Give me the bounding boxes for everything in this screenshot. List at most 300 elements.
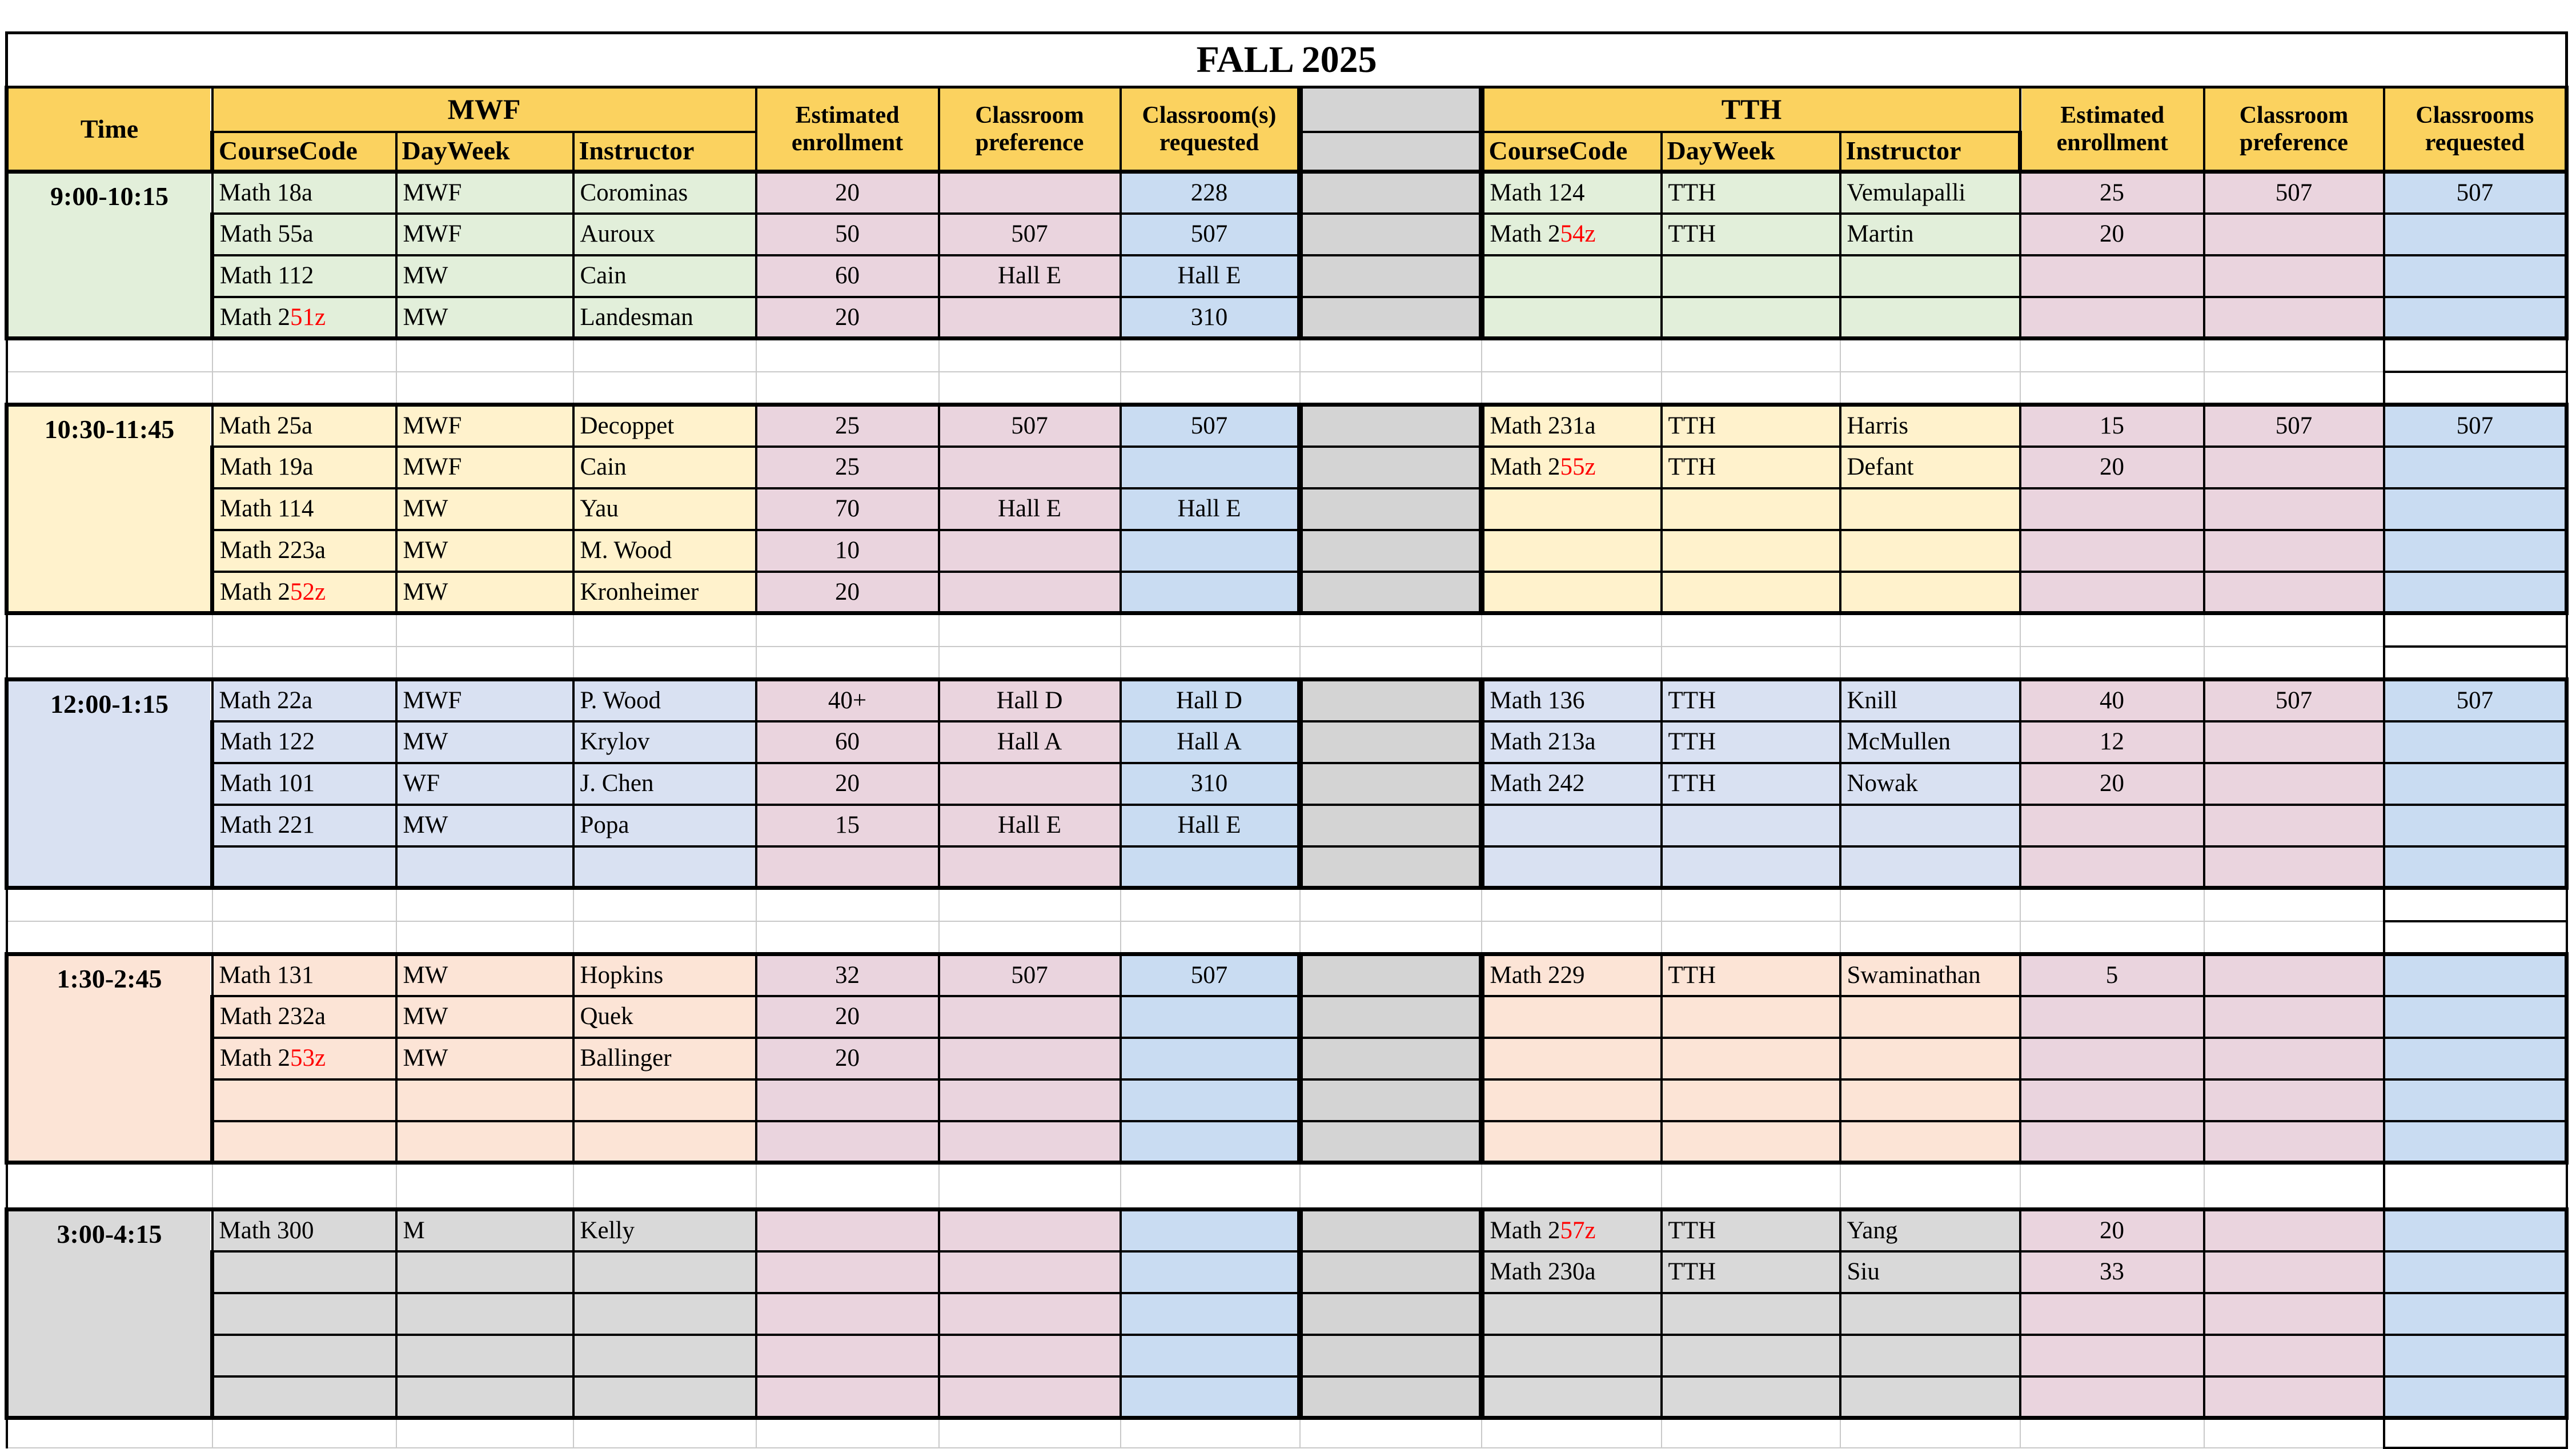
gap-cell[interactable]	[1840, 921, 2020, 954]
classroom-preference-cell[interactable]: 507	[939, 954, 1121, 996]
gap-cell[interactable]	[212, 888, 396, 921]
gap-cell[interactable]	[756, 921, 939, 954]
course-code-cell[interactable]	[1482, 297, 1662, 339]
gap-cell[interactable]	[2204, 613, 2384, 647]
classroom-requested-cell[interactable]: Hall E	[1121, 255, 1300, 297]
classroom-preference-cell[interactable]	[2204, 996, 2384, 1038]
instructor-cell[interactable]: Krylov	[573, 721, 756, 763]
day-week-cell[interactable]	[1662, 1376, 1840, 1418]
enrollment-cell[interactable]: 10	[756, 530, 939, 572]
day-week-cell[interactable]: WF	[396, 763, 573, 805]
day-week-cell[interactable]: TTH	[1662, 172, 1840, 214]
enrollment-cell[interactable]	[756, 1121, 939, 1163]
gap-cell[interactable]	[7, 647, 212, 680]
enrollment-cell[interactable]	[2020, 805, 2204, 846]
classroom-preference-cell[interactable]	[939, 572, 1121, 613]
header-instructor-right[interactable]: Instructor	[1840, 132, 2020, 172]
course-code-cell[interactable]	[1482, 805, 1662, 846]
classroom-preference-cell[interactable]	[939, 1038, 1121, 1079]
gap-cell[interactable]	[1662, 1418, 1840, 1448]
gap-cell[interactable]	[212, 1163, 396, 1210]
enrollment-cell[interactable]: 20	[2020, 447, 2204, 488]
classroom-preference-cell[interactable]: 507	[939, 405, 1121, 447]
classroom-requested-cell[interactable]	[2384, 954, 2567, 996]
header-time[interactable]: Time	[7, 87, 212, 172]
day-week-cell[interactable]: TTH	[1662, 954, 1840, 996]
instructor-cell[interactable]	[573, 1293, 756, 1335]
enrollment-cell[interactable]: 20	[2020, 763, 2204, 805]
course-code-cell[interactable]	[212, 805, 396, 846]
enrollment-cell[interactable]: 20	[756, 297, 939, 339]
classroom-requested-cell[interactable]: 310	[1121, 297, 1300, 339]
day-week-cell[interactable]	[396, 846, 573, 888]
gap-cell[interactable]	[2204, 339, 2384, 372]
classroom-requested-cell[interactable]	[2384, 805, 2567, 846]
gap-cell[interactable]	[1482, 339, 1662, 372]
gap-cell[interactable]	[1121, 921, 1300, 954]
day-week-cell[interactable]: MW	[396, 1038, 573, 1079]
instructor-cell[interactable]: Yau	[573, 488, 756, 530]
time-slot-cell[interactable]: 10:30-11:45	[7, 405, 212, 613]
classroom-requested-cell[interactable]	[1121, 1335, 1300, 1376]
classroom-requested-cell[interactable]	[2384, 1251, 2567, 1293]
instructor-cell[interactable]: P. Wood	[573, 680, 756, 721]
enrollment-cell[interactable]: 25	[2020, 172, 2204, 214]
course-code-cell[interactable]	[212, 1210, 396, 1251]
gap-cell[interactable]	[939, 1163, 1121, 1210]
gap-cell[interactable]	[573, 921, 756, 954]
course-code-cell[interactable]	[1482, 721, 1662, 763]
enrollment-cell[interactable]	[2020, 1079, 2204, 1121]
gap-cell[interactable]	[1482, 1163, 1662, 1210]
course-code-cell[interactable]	[212, 1376, 396, 1418]
gap-cell[interactable]	[1121, 339, 1300, 372]
instructor-cell[interactable]	[573, 1121, 756, 1163]
gap-cell[interactable]	[2384, 339, 2567, 372]
enrollment-cell[interactable]	[2020, 572, 2204, 613]
enrollment-cell[interactable]	[756, 1335, 939, 1376]
day-week-cell[interactable]: TTH	[1662, 447, 1840, 488]
course-code-cell[interactable]	[212, 1293, 396, 1335]
gap-cell[interactable]	[1662, 613, 1840, 647]
gap-cell[interactable]	[573, 647, 756, 680]
course-code-cell[interactable]	[1482, 1038, 1662, 1079]
classroom-requested-cell[interactable]: 507	[1121, 214, 1300, 255]
classroom-requested-cell[interactable]	[2384, 1335, 2567, 1376]
classroom-requested-cell[interactable]	[2384, 1376, 2567, 1418]
enrollment-cell[interactable]: 15	[2020, 405, 2204, 447]
gap-cell[interactable]	[7, 372, 212, 405]
classroom-requested-cell[interactable]	[2384, 1210, 2567, 1251]
day-week-cell[interactable]	[1662, 846, 1840, 888]
course-code-cell[interactable]	[212, 1335, 396, 1376]
spacer-cell[interactable]	[1300, 405, 1482, 447]
day-week-cell[interactable]	[1662, 255, 1840, 297]
gap-cell[interactable]	[2204, 647, 2384, 680]
gap-cell[interactable]	[939, 613, 1121, 647]
instructor-cell[interactable]: Yang	[1840, 1210, 2020, 1251]
instructor-cell[interactable]	[573, 1376, 756, 1418]
spacer-cell[interactable]	[1300, 1376, 1482, 1418]
gap-cell[interactable]	[1840, 1163, 2020, 1210]
gap-cell[interactable]	[1840, 339, 2020, 372]
course-code-cell[interactable]	[1482, 1376, 1662, 1418]
classroom-preference-cell[interactable]	[2204, 488, 2384, 530]
gap-cell[interactable]	[212, 372, 396, 405]
gap-cell[interactable]	[396, 888, 573, 921]
course-code-cell[interactable]	[1482, 954, 1662, 996]
course-code-cell[interactable]	[1482, 1210, 1662, 1251]
gap-cell[interactable]	[939, 339, 1121, 372]
classroom-requested-cell[interactable]	[1121, 1038, 1300, 1079]
day-week-cell[interactable]: TTH	[1662, 214, 1840, 255]
gap-cell[interactable]	[939, 372, 1121, 405]
enrollment-cell[interactable]: 20	[2020, 214, 2204, 255]
gap-cell[interactable]	[756, 339, 939, 372]
day-week-cell[interactable]: MW	[396, 721, 573, 763]
instructor-cell[interactable]	[1840, 255, 2020, 297]
course-code-cell[interactable]	[212, 1251, 396, 1293]
classroom-preference-cell[interactable]	[939, 1210, 1121, 1251]
gap-cell[interactable]	[1482, 613, 1662, 647]
instructor-cell[interactable]: Siu	[1840, 1251, 2020, 1293]
classroom-preference-cell[interactable]: 507	[939, 214, 1121, 255]
day-week-cell[interactable]: TTH	[1662, 721, 1840, 763]
enrollment-cell[interactable]	[756, 1251, 939, 1293]
enrollment-cell[interactable]: 20	[756, 572, 939, 613]
classroom-preference-cell[interactable]: Hall E	[939, 255, 1121, 297]
classroom-preference-cell[interactable]	[939, 1376, 1121, 1418]
gap-cell[interactable]	[2020, 1418, 2204, 1448]
gap-cell[interactable]	[7, 1418, 212, 1448]
gap-cell[interactable]	[756, 647, 939, 680]
classroom-preference-cell[interactable]	[2204, 1038, 2384, 1079]
spacer-cell[interactable]	[1300, 1121, 1482, 1163]
enrollment-cell[interactable]: 60	[756, 255, 939, 297]
spacer-cell[interactable]	[1300, 1210, 1482, 1251]
gap-cell[interactable]	[939, 888, 1121, 921]
classroom-requested-cell[interactable]	[1121, 1376, 1300, 1418]
instructor-cell[interactable]: Kelly	[573, 1210, 756, 1251]
gap-cell[interactable]	[2384, 921, 2567, 954]
header-classroom-preference-right[interactable]: Classroom preference	[2204, 87, 2384, 172]
day-week-cell[interactable]	[1662, 1121, 1840, 1163]
day-week-cell[interactable]	[396, 1121, 573, 1163]
classroom-requested-cell[interactable]: Hall A	[1121, 721, 1300, 763]
classroom-preference-cell[interactable]	[939, 996, 1121, 1038]
gap-cell[interactable]	[1300, 1418, 1482, 1448]
classroom-requested-cell[interactable]	[1121, 530, 1300, 572]
classroom-requested-cell[interactable]	[2384, 763, 2567, 805]
gap-cell[interactable]	[1662, 647, 1840, 680]
instructor-cell[interactable]	[1840, 488, 2020, 530]
enrollment-cell[interactable]	[756, 1079, 939, 1121]
enrollment-cell[interactable]: 40+	[756, 680, 939, 721]
gap-cell[interactable]	[396, 372, 573, 405]
spacer-cell[interactable]	[1300, 488, 1482, 530]
classroom-requested-cell[interactable]	[2384, 1293, 2567, 1335]
header-mwf-group[interactable]: MWF	[212, 87, 756, 132]
classroom-requested-cell[interactable]	[2384, 1121, 2567, 1163]
classroom-preference-cell[interactable]	[2204, 1376, 2384, 1418]
instructor-cell[interactable]	[573, 1335, 756, 1376]
classroom-requested-cell[interactable]	[2384, 1038, 2567, 1079]
gap-cell[interactable]	[1300, 613, 1482, 647]
classroom-requested-cell[interactable]: 507	[2384, 680, 2567, 721]
gap-cell[interactable]	[756, 372, 939, 405]
gap-cell[interactable]	[212, 613, 396, 647]
gap-cell[interactable]	[2384, 1418, 2567, 1448]
spacer-cell[interactable]	[1300, 954, 1482, 996]
instructor-cell[interactable]: Knill	[1840, 680, 2020, 721]
gap-cell[interactable]	[2204, 1418, 2384, 1448]
instructor-cell[interactable]	[573, 1079, 756, 1121]
header-classroom-preference-left[interactable]: Classroom preference	[939, 87, 1121, 172]
instructor-cell[interactable]	[1840, 297, 2020, 339]
classroom-preference-cell[interactable]: 507	[2204, 172, 2384, 214]
classroom-requested-cell[interactable]	[2384, 447, 2567, 488]
gap-cell[interactable]	[7, 339, 212, 372]
day-week-cell[interactable]: MW	[396, 530, 573, 572]
classroom-preference-cell[interactable]	[2204, 1251, 2384, 1293]
instructor-cell[interactable]: J. Chen	[573, 763, 756, 805]
instructor-cell[interactable]	[1840, 1335, 2020, 1376]
gap-cell[interactable]	[1300, 1163, 1482, 1210]
day-week-cell[interactable]: MW	[396, 996, 573, 1038]
classroom-preference-cell[interactable]	[939, 1079, 1121, 1121]
gap-cell[interactable]	[212, 921, 396, 954]
time-slot-cell[interactable]: 1:30-2:45	[7, 954, 212, 1163]
gap-cell[interactable]	[2020, 1163, 2204, 1210]
gap-cell[interactable]	[1300, 647, 1482, 680]
header-coursecode-right[interactable]: CourseCode	[1482, 132, 1662, 172]
enrollment-cell[interactable]	[2020, 1335, 2204, 1376]
gap-cell[interactable]	[756, 888, 939, 921]
enrollment-cell[interactable]: 20	[756, 172, 939, 214]
gap-cell[interactable]	[1300, 888, 1482, 921]
gap-cell[interactable]	[573, 1418, 756, 1448]
gap-cell[interactable]	[2204, 888, 2384, 921]
gap-cell[interactable]	[1121, 613, 1300, 647]
spacer-cell[interactable]	[1300, 172, 1482, 214]
instructor-cell[interactable]: McMullen	[1840, 721, 2020, 763]
gap-cell[interactable]	[2204, 1163, 2384, 1210]
gap-cell[interactable]	[1121, 1418, 1300, 1448]
enrollment-cell[interactable]: 70	[756, 488, 939, 530]
day-week-cell[interactable]: MWF	[396, 405, 573, 447]
course-code-cell[interactable]	[212, 488, 396, 530]
gap-cell[interactable]	[573, 613, 756, 647]
time-slot-cell[interactable]: 3:00-4:15	[7, 1210, 212, 1418]
instructor-cell[interactable]: Hopkins	[573, 954, 756, 996]
course-code-cell[interactable]	[212, 255, 396, 297]
classroom-requested-cell[interactable]: 310	[1121, 763, 1300, 805]
day-week-cell[interactable]	[396, 1376, 573, 1418]
instructor-cell[interactable]: Landesman	[573, 297, 756, 339]
day-week-cell[interactable]	[1662, 572, 1840, 613]
course-code-cell[interactable]	[212, 680, 396, 721]
gap-cell[interactable]	[1300, 339, 1482, 372]
classroom-requested-cell[interactable]	[2384, 996, 2567, 1038]
gap-cell[interactable]	[2384, 1163, 2567, 1210]
instructor-cell[interactable]: Vemulapalli	[1840, 172, 2020, 214]
classroom-requested-cell[interactable]: Hall D	[1121, 680, 1300, 721]
classroom-requested-cell[interactable]: Hall E	[1121, 805, 1300, 846]
enrollment-cell[interactable]	[756, 1293, 939, 1335]
gap-cell[interactable]	[396, 1418, 573, 1448]
gap-cell[interactable]	[1121, 888, 1300, 921]
gap-cell[interactable]	[573, 372, 756, 405]
day-week-cell[interactable]: TTH	[1662, 680, 1840, 721]
gap-cell[interactable]	[2020, 613, 2204, 647]
spacer-header-cell[interactable]	[1300, 87, 1482, 132]
spacer-cell[interactable]	[1300, 805, 1482, 846]
day-week-cell[interactable]: MWF	[396, 680, 573, 721]
gap-cell[interactable]	[396, 613, 573, 647]
enrollment-cell[interactable]: 5	[2020, 954, 2204, 996]
classroom-requested-cell[interactable]	[1121, 996, 1300, 1038]
course-code-cell[interactable]	[1482, 255, 1662, 297]
classroom-preference-cell[interactable]	[939, 297, 1121, 339]
gap-cell[interactable]	[2384, 888, 2567, 921]
gap-cell[interactable]	[2384, 647, 2567, 680]
course-code-cell[interactable]	[212, 214, 396, 255]
classroom-preference-cell[interactable]	[2204, 1121, 2384, 1163]
spacer-cell[interactable]	[1300, 255, 1482, 297]
classroom-preference-cell[interactable]	[2204, 763, 2384, 805]
time-slot-cell[interactable]: 9:00-10:15	[7, 172, 212, 339]
time-slot-cell[interactable]: 12:00-1:15	[7, 680, 212, 888]
instructor-cell[interactable]	[573, 1251, 756, 1293]
instructor-cell[interactable]	[1840, 805, 2020, 846]
classroom-requested-cell[interactable]	[2384, 297, 2567, 339]
spacer-cell[interactable]	[1300, 1038, 1482, 1079]
enrollment-cell[interactable]	[2020, 1038, 2204, 1079]
classroom-requested-cell[interactable]	[1121, 1293, 1300, 1335]
day-week-cell[interactable]	[1662, 1335, 1840, 1376]
instructor-cell[interactable]	[1840, 1079, 2020, 1121]
spacer-cell[interactable]	[1300, 680, 1482, 721]
enrollment-cell[interactable]	[2020, 530, 2204, 572]
classroom-preference-cell[interactable]	[2204, 530, 2384, 572]
enrollment-cell[interactable]: 50	[756, 214, 939, 255]
day-week-cell[interactable]	[1662, 297, 1840, 339]
instructor-cell[interactable]: Kronheimer	[573, 572, 756, 613]
classroom-requested-cell[interactable]	[1121, 1210, 1300, 1251]
course-code-cell[interactable]	[1482, 1121, 1662, 1163]
classroom-requested-cell[interactable]	[2384, 488, 2567, 530]
day-week-cell[interactable]: MWF	[396, 214, 573, 255]
header-est-enrollment-left[interactable]: Estimated enrollment	[756, 87, 939, 172]
instructor-cell[interactable]: Decoppet	[573, 405, 756, 447]
classroom-preference-cell[interactable]	[2204, 954, 2384, 996]
course-code-cell[interactable]	[212, 572, 396, 613]
instructor-cell[interactable]	[1840, 1038, 2020, 1079]
gap-cell[interactable]	[7, 1163, 212, 1210]
classroom-requested-cell[interactable]	[2384, 846, 2567, 888]
gap-cell[interactable]	[1662, 888, 1840, 921]
spacer-cell[interactable]	[1300, 1251, 1482, 1293]
classroom-preference-cell[interactable]	[2204, 805, 2384, 846]
enrollment-cell[interactable]: 20	[756, 996, 939, 1038]
instructor-cell[interactable]	[1840, 1121, 2020, 1163]
header-classrooms-requested-left[interactable]: Classroom(s) requested	[1121, 87, 1300, 172]
day-week-cell[interactable]	[396, 1251, 573, 1293]
course-code-cell[interactable]	[212, 1121, 396, 1163]
gap-cell[interactable]	[2020, 372, 2204, 405]
course-code-cell[interactable]	[212, 954, 396, 996]
gap-cell[interactable]	[1482, 372, 1662, 405]
instructor-cell[interactable]	[1840, 846, 2020, 888]
gap-cell[interactable]	[212, 1418, 396, 1448]
course-code-cell[interactable]	[212, 297, 396, 339]
gap-cell[interactable]	[1662, 372, 1840, 405]
course-code-cell[interactable]	[212, 530, 396, 572]
day-week-cell[interactable]	[396, 1293, 573, 1335]
classroom-requested-cell[interactable]: 228	[1121, 172, 1300, 214]
enrollment-cell[interactable]	[756, 1210, 939, 1251]
spacer-cell[interactable]	[1300, 297, 1482, 339]
classroom-requested-cell[interactable]	[1121, 1251, 1300, 1293]
instructor-cell[interactable]: Martin	[1840, 214, 2020, 255]
enrollment-cell[interactable]: 25	[756, 405, 939, 447]
course-code-cell[interactable]	[1482, 447, 1662, 488]
header-classrooms-requested-right[interactable]: Classrooms requested	[2384, 87, 2567, 172]
gap-cell[interactable]	[1662, 1163, 1840, 1210]
header-est-enrollment-right[interactable]: Estimated enrollment	[2020, 87, 2204, 172]
gap-cell[interactable]	[756, 1163, 939, 1210]
course-code-cell[interactable]	[212, 846, 396, 888]
gap-cell[interactable]	[2204, 372, 2384, 405]
spacer-cell[interactable]	[1300, 996, 1482, 1038]
day-week-cell[interactable]	[1662, 1038, 1840, 1079]
instructor-cell[interactable]: Defant	[1840, 447, 2020, 488]
course-code-cell[interactable]	[212, 172, 396, 214]
course-code-cell[interactable]	[212, 1038, 396, 1079]
course-code-cell[interactable]	[212, 405, 396, 447]
gap-cell[interactable]	[7, 888, 212, 921]
enrollment-cell[interactable]	[2020, 1376, 2204, 1418]
classroom-preference-cell[interactable]	[2204, 1079, 2384, 1121]
instructor-cell[interactable]: Nowak	[1840, 763, 2020, 805]
classroom-requested-cell[interactable]: 507	[2384, 405, 2567, 447]
gap-cell[interactable]	[1300, 921, 1482, 954]
enrollment-cell[interactable]: 33	[2020, 1251, 2204, 1293]
instructor-cell[interactable]: Quek	[573, 996, 756, 1038]
day-week-cell[interactable]	[396, 1335, 573, 1376]
day-week-cell[interactable]: MWF	[396, 447, 573, 488]
day-week-cell[interactable]	[1662, 1293, 1840, 1335]
day-week-cell[interactable]: M	[396, 1210, 573, 1251]
classroom-requested-cell[interactable]	[1121, 1079, 1300, 1121]
classroom-requested-cell[interactable]	[2384, 1079, 2567, 1121]
course-code-cell[interactable]	[1482, 488, 1662, 530]
instructor-cell[interactable]: Popa	[573, 805, 756, 846]
enrollment-cell[interactable]	[2020, 1121, 2204, 1163]
course-code-cell[interactable]	[1482, 172, 1662, 214]
enrollment-cell[interactable]: 15	[756, 805, 939, 846]
course-code-cell[interactable]	[1482, 214, 1662, 255]
classroom-requested-cell[interactable]	[1121, 1121, 1300, 1163]
day-week-cell[interactable]	[1662, 530, 1840, 572]
gap-cell[interactable]	[396, 1163, 573, 1210]
gap-cell[interactable]	[1840, 372, 2020, 405]
instructor-cell[interactable]: Cain	[573, 255, 756, 297]
classroom-preference-cell[interactable]	[2204, 721, 2384, 763]
course-code-cell[interactable]	[1482, 1079, 1662, 1121]
classroom-preference-cell[interactable]: 507	[2204, 680, 2384, 721]
gap-cell[interactable]	[939, 921, 1121, 954]
